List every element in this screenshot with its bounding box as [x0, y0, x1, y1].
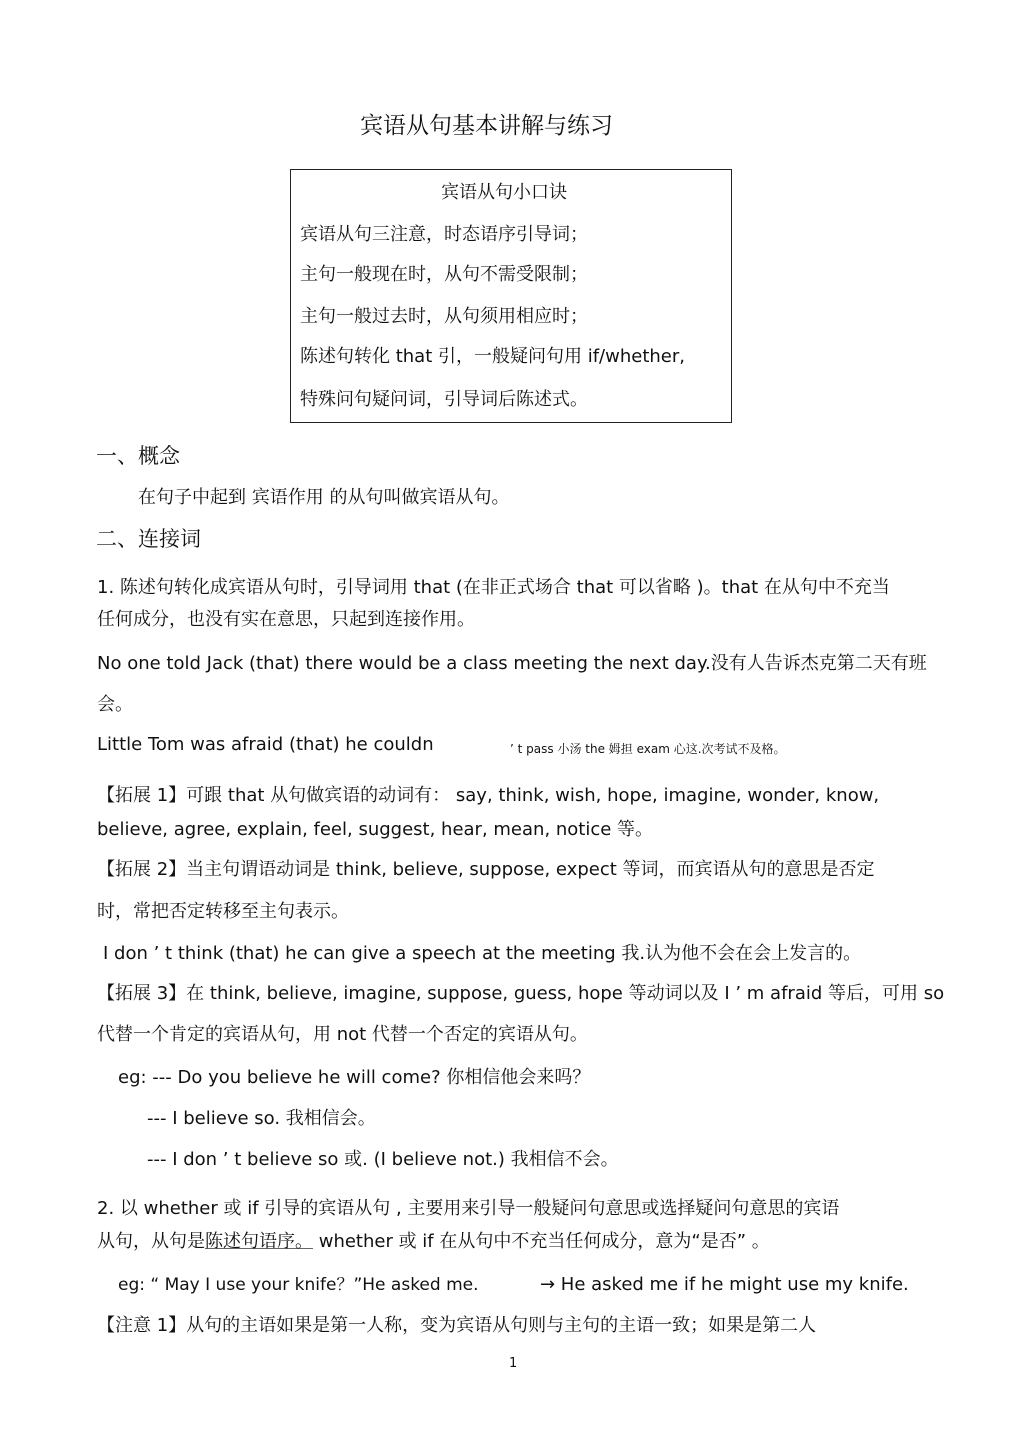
extension-line: 代替一个肯定的宾语从句，用 not 代替一个否定的宾语从句。 [97, 1024, 588, 1045]
page-title: 宾语从句基本讲解与练习 [360, 113, 613, 139]
mnemonic-line: 宾语从句三注意，时态语序引导词； [300, 224, 588, 245]
underlined-phrase: 陈述句语序。 [205, 1231, 313, 1252]
mnemonic-line: 特殊问句疑问词，引导词后陈述式。 [300, 389, 588, 410]
extension-line: 【拓展 3】在 think, believe, imagine, suppose, guess, hope 等动词以及 I ’ m afraid 等后，可用 so [97, 983, 945, 1004]
example-line: eg: “ May I use your knife？”He asked me. [118, 1275, 479, 1295]
example-line: No one told Jack (that) there would be a class meeting the next day.没有人告诉杰克第二天有班 [97, 653, 927, 674]
example-line: → He asked me if he might use my knife. [540, 1274, 909, 1295]
section-heading-connectors: 二、连接词 [96, 527, 201, 551]
extension-line: 【拓展 2】当主句谓语动词是 think, believe, suppose, expect 等词，而宾语从句的意思是否定 [97, 859, 875, 880]
paragraph-line: 1. 陈述句转化成宾语从句时，引导词用 that (在非正式场合 that 可以省略 )。that 在从句中不充当 [97, 577, 890, 598]
extension-line: believe, agree, explain, feel, suggest, hear, mean, notice 等。 [97, 819, 654, 840]
mnemonic-line: 陈述句转化 that 引，一般疑问句用 if/whether, [300, 346, 685, 367]
mnemonic-line: 主句一般现在时，从句不需受限制； [300, 264, 588, 285]
example-line: --- I don ’ t believe so 或. (I believe not.) 我相信不会。 [147, 1149, 619, 1170]
section-heading-concept: 一、概念 [96, 444, 180, 468]
mnemonic-box [290, 169, 732, 423]
example-line-tail: ’ t pass 小汤 the 姆担 exam 心这.次考试不及格。 [510, 742, 786, 756]
mnemonic-line: 主句一般过去时，从句须用相应时； [300, 306, 588, 327]
extension-line: 时，常把否定转移至主句表示。 [97, 901, 349, 922]
paragraph-line: 2. 以 whether 或 if 引导的宾语从句 , 主要用来引导一般疑问句意思或选择疑问句意思的宾语 [97, 1198, 840, 1219]
note-line: 【注意 1】从句的主语如果是第一人称，变为宾语从句则与主句的主语一致；如果是第二人 [97, 1315, 817, 1336]
example-line: Little Tom was afraid (that) he couldn [97, 734, 434, 755]
example-line: --- I believe so. 我相信会。 [147, 1108, 376, 1129]
paragraph-line [97, 1230, 770, 1254]
page-number: 1 [509, 1356, 518, 1371]
example-line: 会。 [97, 694, 133, 715]
example-line: eg: --- Do you believe he will come? 你相信他会来吗？ [118, 1067, 591, 1088]
paragraph-text: whether 或 if 在从句中不充当任何成分，意为“是否” 。 [313, 1231, 770, 1252]
paragraph-line: 任何成分，也没有实在意思，只起到连接作用。 [97, 609, 475, 630]
mnemonic-heading: 宾语从句小口诀 [441, 182, 567, 203]
example-line: I don ’ t think (that) he can give a speech at the meeting 我.认为他不会在会上发言的。 [103, 943, 862, 964]
paragraph-text: 从句，从句是 [97, 1231, 205, 1252]
extension-line: 【拓展 1】可跟 that 从句做宾语的动词有： say, think, wish, hope, imagine, wonder, know, [97, 785, 880, 806]
concept-body: 在句子中起到 宾语作用 的从句叫做宾语从句。 [138, 487, 510, 508]
